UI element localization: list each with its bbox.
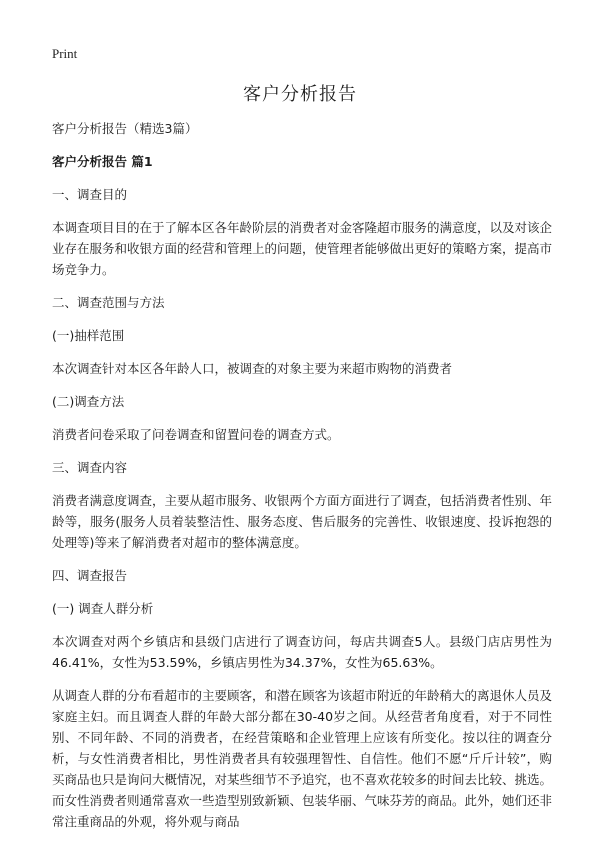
paragraph-content: 消费者满意度调查，主要从超市服务、收银两个方面方面进行了调查，包括消费者性别、年龄等，服务(服务人员着装整洁性、服务态度、售后服务的完善性、收银速度、投诉抱怨的处理等)等来了解消费者对超市的整体满意度。 xyxy=(52,493,553,550)
paragraph-crowd-2: 从调查人群的分布看超市的主要顾客，和潜在顾客为该超市附近的年龄稍大的离退休人员及家庭主妇。而且调查人群的年龄大部分都在30-40岁之间。从经营者角度看，对于不同性别、不同年龄、不同的消费者，在经营策略和企业管理上应该有所变化。按以往的调查分析，与女性消费者相比，男性消费者具有较强理智性、自信性。他们不愿“斤斤计较”，购买商品也只是询问大概情况，对某些细节不予追究，也不喜欢花较多的时间去比较、挑选。而女性消费者则通常喜欢一些造型别致新颖、包装华丽、气味芬芳的商品。此外，她们还非常注重商品的外观，将外观与商品 xyxy=(52,688,553,829)
page-title: 客户分析报告 xyxy=(243,84,357,105)
heading-purpose: 一、调查目的 xyxy=(52,187,128,202)
heading-method: (二)调查方法 xyxy=(52,394,125,409)
print-link[interactable]: Print xyxy=(52,46,78,61)
paragraph-purpose: 本调查项目目的在于了解本区各年龄阶层的消费者对金客隆超市服务的满意度，以及对该企业存在服务和收银方面的经营和管理上的问题，使管理者能够做出更好的策略方案，提高市场竞争力。 xyxy=(52,220,553,277)
heading-crowd-analysis: (一) 调查人群分析 xyxy=(52,601,154,616)
section-heading: 客户分析报告 篇1 xyxy=(52,154,153,169)
heading-content: 三、调查内容 xyxy=(52,460,128,475)
paragraph-method: 消费者问卷采取了问卷调查和留置问卷的调查方式。 xyxy=(52,427,340,442)
heading-sampling: (一)抽样范围 xyxy=(52,328,125,343)
heading-report: 四、调查报告 xyxy=(52,568,128,583)
heading-scope: 二、调查范围与方法 xyxy=(52,295,165,310)
document-body xyxy=(52,118,552,844)
paragraph-sampling: 本次调查针对本区各年龄人口，被调查的对象主要为来超市购物的消费者 xyxy=(52,361,453,376)
doc-subtitle: 客户分析报告（精选3篇） xyxy=(52,121,198,136)
paragraph-crowd-1: 本次调查对两个乡镇店和县级门店进行了调查访问，每店共调查5人。县级门店店男性为46.41%，女性为53.59%，乡镇店男性为34.37%，女性为65.63%。 xyxy=(52,634,552,670)
